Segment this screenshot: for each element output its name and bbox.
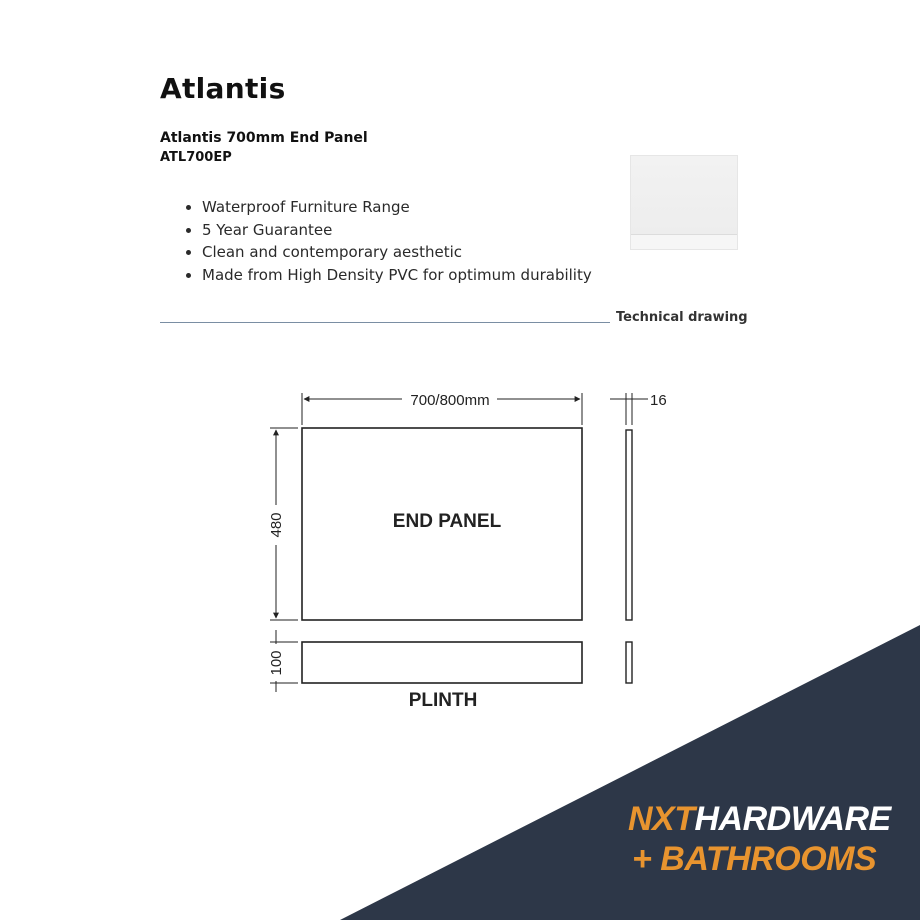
height-dimension-label: 480 [268, 512, 285, 538]
feature-item: • Clean and contemporary aesthetic [202, 241, 592, 264]
company-logo-line2 [632, 840, 876, 879]
logo-bathrooms-text: + BATHROOMS [632, 840, 877, 878]
width-dimension-label: 700/800mm [410, 392, 490, 409]
product-code: ATL700EP [160, 150, 232, 165]
brand-title: Atlantis [160, 72, 286, 105]
feature-item: • 5 Year Guarantee [202, 219, 592, 242]
end-panel-label: END PANEL [392, 511, 502, 532]
logo-nxt-text: NXT [628, 800, 695, 838]
section-label: Technical drawing [616, 310, 748, 325]
feature-item: • Made from High Density PVC for optimum durability [202, 264, 592, 287]
plinth-dimension-label: 100 [268, 650, 285, 676]
plinth-label: PLINTH [408, 690, 478, 711]
side-view-panel [626, 430, 632, 620]
product-name: Atlantis 700mm End Panel [160, 130, 368, 146]
feature-item: • Waterproof Furniture Range [202, 196, 592, 219]
thickness-dimension-label: 16 [650, 392, 667, 409]
plinth-outline [302, 642, 582, 683]
company-logo-line1 [628, 800, 891, 839]
side-view-plinth [626, 642, 632, 683]
logo-hardware-text: HARDWARE [694, 800, 891, 838]
